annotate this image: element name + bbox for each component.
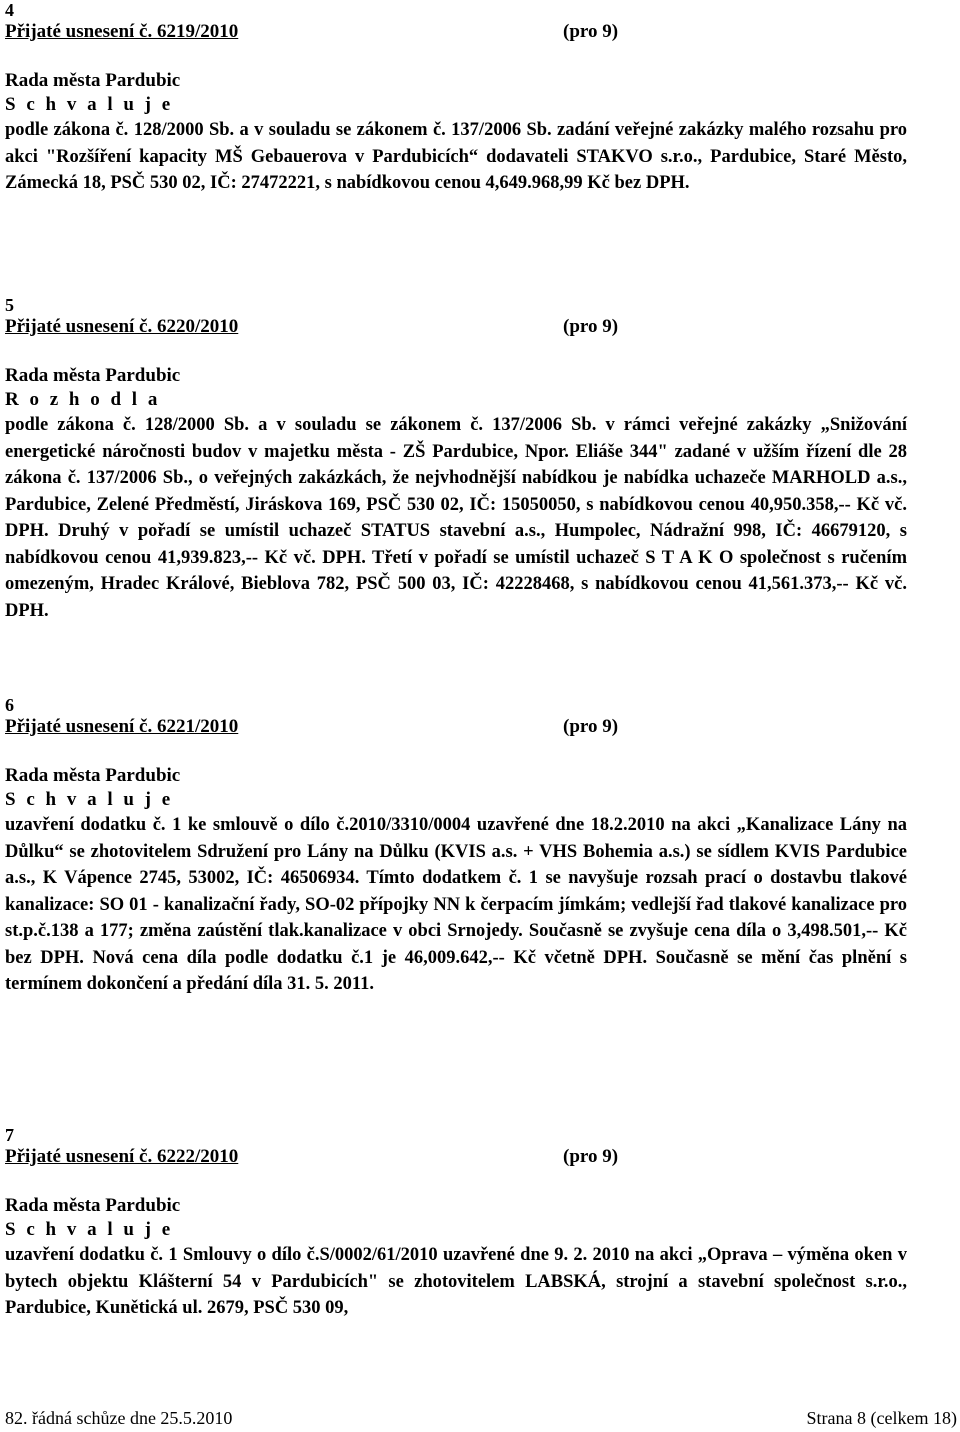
resolution-item-4 <box>5 0 907 197</box>
resolution-item-6 <box>5 695 907 998</box>
vote-count: (pro 9) <box>563 316 619 337</box>
item-number: 4 <box>5 0 14 20</box>
resolution-text: podle zákona č. 128/2000 Sb. a v souladu se zákonem č. 137/2006 Sb. zadání veřejné zakázky malého rozsahu pro akci "Rozšíření kapacity MŠ Gebauerova v Pardubicích“ dodavateli STAKVO s.r.o., Pardubice, Staré Město, Zámecká 18, PSČ 530 02, IČ: 27472221, s nabídkovou cenou 4,649.968,99 Kč bez DPH. <box>5 120 907 193</box>
resolution-text: podle zákona č. 128/2000 Sb. a v souladu se zákonem č. 137/2006 Sb. v rámci veřejné zakázky „Snižování energetické náročnosti budov v majetku města - ZŠ Pardubice, Npor. Eliáše 344" zadané v užším řízení dle 28 zákona č. 137/2006 Sb., o veřejných zakázkách, že nejvhodnější nabídkou je nabídka uchazeče MARHOLD a.s., Pardubice, Zelené Předměstí, Jiráskova 169, PSČ 530 02, IČ: 15050050, s nabídkovou cenou 40,950.358,-- Kč vč. DPH. Druhý v pořadí se umístil uchazeč STATUS stavební a.s., Humpolec, Nádražní 998, IČ: 46679120, s nabídkovou cenou 41,939.823,-- Kč vč. DPH. Třetí v pořadí se umístil uchazeč S T A K O společnost s ručením omezeným, Hradec Králové, Bieblova 782, PSČ 500 03, IČ: 42228468, s nabídkovou cenou 41,561.373,-- Kč vč. DPH. <box>5 415 907 621</box>
vote-count: (pro 9) <box>563 716 619 737</box>
item-number: 5 <box>5 295 14 315</box>
item-number: 7 <box>5 1125 14 1145</box>
decision-verb: S c h v a l u j e <box>5 94 174 115</box>
council-name: Rada města Pardubic <box>5 765 181 786</box>
resolution-title: Přijaté usnesení č. 6221/2010 <box>5 716 239 737</box>
decision-verb: R o z h o d l a <box>5 389 161 410</box>
item-number: 6 <box>5 695 14 715</box>
council-name: Rada města Pardubic <box>5 365 181 386</box>
vote-count: (pro 9) <box>563 1146 619 1167</box>
resolution-title: Přijaté usnesení č. 6220/2010 <box>5 316 239 337</box>
resolution-header <box>5 1145 907 1169</box>
resolution-title: Přijaté usnesení č. 6219/2010 <box>5 21 239 42</box>
resolution-header <box>5 315 907 339</box>
council-name: Rada města Pardubic <box>5 70 181 91</box>
page-number: Strana 8 (celkem 18) <box>806 1408 957 1428</box>
decision-verb: S c h v a l u j e <box>5 1219 174 1240</box>
resolution-text: uzavření dodatku č. 1 ke smlouvě o dílo č.2010/3310/0004 uzavřené dne 18.2.2010 na akci „Kanalizace Lány na Důlku“ se zhotovitelem Sdružení pro Lány na Důlku (KVIS a.s. + VHS Bohemia a.s.) se sídlem KVIS Pardubice a.s., K Vápence 2745, 53002, IČ: 46506934. Tímto dodatkem č. 1 se navyšuje rozsah prací o dostavbu tlakové kanalizace: SO 01 - kanalizační řady, SO-02 přípojky NN k čerpacím jímkám; vedlejší řad tlakové kanalizace pro st.p.č.138 a 177; změna zaústění tlak.kanalizace v obci Srnojedy. Současně se zvyšuje cena díla o 3,498.501,-- Kč bez DPH. Nová cena díla podle dodatku č.1 je 46,009.642,-- Kč včetně DPH. Současně se mění čas plnění s termínem dokončení a předání díla 31. 5. 2011. <box>5 815 907 994</box>
decision-verb: S c h v a l u j e <box>5 789 174 810</box>
page-footer <box>5 1408 957 1428</box>
resolution-header <box>5 20 907 44</box>
vote-count: (pro 9) <box>563 21 619 42</box>
council-name: Rada města Pardubic <box>5 1195 181 1216</box>
resolution-item-7 <box>5 1125 907 1322</box>
resolution-text: uzavření dodatku č. 1 Smlouvy o dílo č.S/0002/61/2010 uzavřené dne 9. 2. 2010 na akci „Oprava – výměna oken v bytech objektu Klášterní 54 v Pardubicích" se zhotovitelem LABSKÁ, strojní a stavební společnost s.r.o., Pardubice, Kunětická ul. 2679, PSČ 530 09, <box>5 1245 907 1318</box>
meeting-info: 82. řádná schůze dne 25.5.2010 <box>5 1408 233 1428</box>
resolution-header <box>5 715 907 739</box>
resolution-item-5 <box>5 295 907 624</box>
resolution-title: Přijaté usnesení č. 6222/2010 <box>5 1146 239 1167</box>
